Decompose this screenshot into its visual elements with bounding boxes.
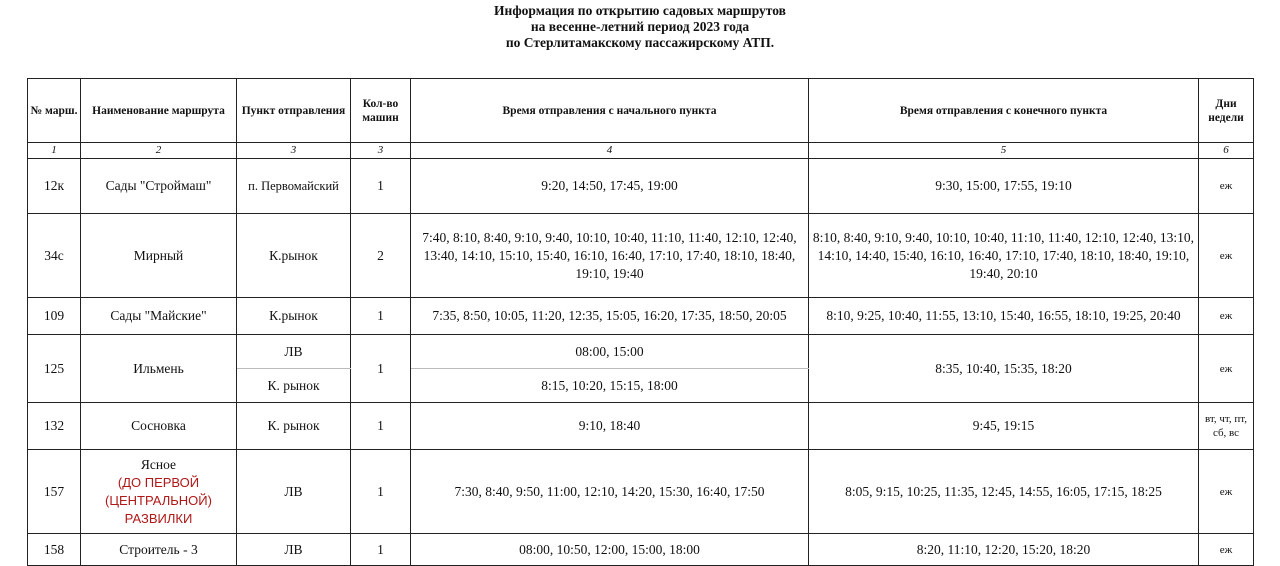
start-times: 8:15, 10:20, 15:15, 18:00: [411, 369, 809, 403]
table-row: [28, 335, 1254, 369]
route-number: 132: [28, 403, 81, 450]
table-row: [28, 159, 1254, 214]
vehicle-count: 2: [351, 214, 411, 298]
vehicle-count: 1: [351, 534, 411, 566]
vehicle-count: 1: [351, 335, 411, 403]
end-times: 9:30, 15:00, 17:55, 19:10: [809, 159, 1199, 214]
header-days: Дни недели: [1199, 79, 1254, 143]
end-times: 8:10, 8:40, 9:10, 9:40, 10:10, 10:40, 11:10, 11:40, 12:10, 12:40, 13:10, 14:10, 14:40, 15:40, 16:10, 16:40, 17:10, 17:40, 18:10, 18:40, 19:10, 19:40, 20:10: [809, 214, 1199, 298]
weekdays: еж: [1199, 298, 1254, 335]
table-row: [28, 534, 1254, 566]
departure-point: К. рынок: [237, 403, 351, 450]
weekdays: еж: [1199, 159, 1254, 214]
route-name-note: (ДО ПЕРВОЙ (ЦЕНТРАЛЬНОЙ) РАЗВИЛКИ: [105, 474, 212, 526]
table-row: [28, 403, 1254, 450]
vehicle-count: 1: [351, 450, 411, 534]
start-times: 08:00, 15:00: [411, 335, 809, 369]
start-times: 9:20, 14:50, 17:45, 19:00: [411, 159, 809, 214]
route-name: Сосновка: [81, 403, 237, 450]
document-title: [340, 3, 940, 51]
title-line-3: по Стерлитамакскому пассажирскому АТП.: [505, 35, 775, 50]
route-name: Строитель - 3: [81, 534, 237, 566]
route-name: Ясное: [140, 456, 177, 472]
start-times: 7:40, 8:10, 8:40, 9:10, 9:40, 10:10, 10:40, 11:10, 11:40, 12:10, 12:40, 13:40, 14:10, 15:10, 15:40, 16:10, 16:40, 17:10, 17:40, 18:10, 18:40, 19:10, 19:40: [411, 214, 809, 298]
header-name: Наименование маршрута: [81, 79, 237, 143]
header-from-start: Время отправления с начального пункта: [411, 79, 809, 143]
route-name: Сады "Строймаш": [81, 159, 237, 214]
vehicle-count: 1: [351, 403, 411, 450]
column-number: 3: [351, 143, 411, 159]
header-count: Кол-во машин: [351, 79, 411, 143]
header-from-end: Время отправления с конечного пункта: [809, 79, 1199, 143]
vehicle-count: 1: [351, 159, 411, 214]
weekdays: вт, чт, пт, сб, вс: [1199, 403, 1254, 450]
column-number: 5: [809, 143, 1199, 159]
route-name: Мирный: [81, 214, 237, 298]
column-number-row: [28, 143, 1254, 159]
route-number: 109: [28, 298, 81, 335]
column-number: 4: [411, 143, 809, 159]
route-number: 34с: [28, 214, 81, 298]
header-num: № марш.: [28, 79, 81, 143]
departure-point: ЛВ: [237, 450, 351, 534]
column-number: 3: [237, 143, 351, 159]
table-row: [28, 450, 1254, 534]
departure-point: п. Первомайский: [237, 159, 351, 214]
weekdays: еж: [1199, 450, 1254, 534]
end-times: 8:35, 10:40, 15:35, 18:20: [809, 335, 1199, 403]
column-number: 6: [1199, 143, 1254, 159]
end-times: 8:05, 9:15, 10:25, 11:35, 12:45, 14:55, 16:05, 17:15, 18:25: [809, 450, 1199, 534]
weekdays: еж: [1199, 534, 1254, 566]
start-times: 9:10, 18:40: [411, 403, 809, 450]
table-row: [28, 298, 1254, 335]
departure-point: К. рынок: [237, 369, 351, 403]
route-number: 157: [28, 450, 81, 534]
weekdays: еж: [1199, 335, 1254, 403]
title-line-1: Информация по открытию садовых маршрутов: [494, 3, 786, 18]
start-times: 08:00, 10:50, 12:00, 15:00, 18:00: [411, 534, 809, 566]
end-times: 9:45, 19:15: [809, 403, 1199, 450]
title-line-2: на весенне-летний период 2023 года: [530, 19, 750, 34]
route-number: 125: [28, 335, 81, 403]
departure-point: ЛВ: [237, 534, 351, 566]
route-number: 158: [28, 534, 81, 566]
start-times: 7:30, 8:40, 9:50, 11:00, 12:10, 14:20, 15:30, 16:40, 17:50: [411, 450, 809, 534]
route-number: 12к: [28, 159, 81, 214]
vehicle-count: 1: [351, 298, 411, 335]
start-times: 7:35, 8:50, 10:05, 11:20, 12:35, 15:05, 16:20, 17:35, 18:50, 20:05: [411, 298, 809, 335]
end-times: 8:10, 9:25, 10:40, 11:55, 13:10, 15:40, 16:55, 18:10, 19:25, 20:40: [809, 298, 1199, 335]
column-number: 2: [81, 143, 237, 159]
departure-point: К.рынок: [237, 298, 351, 335]
weekdays: еж: [1199, 214, 1254, 298]
departure-point: ЛВ: [237, 335, 351, 369]
routes-table: [27, 78, 1254, 566]
route-name-cell: [81, 450, 237, 534]
end-times: 8:20, 11:10, 12:20, 15:20, 18:20: [809, 534, 1199, 566]
departure-point: К.рынок: [237, 214, 351, 298]
route-name: Сады "Майские": [81, 298, 237, 335]
column-number: 1: [28, 143, 81, 159]
header-row: [28, 79, 1254, 143]
route-name: Ильмень: [81, 335, 237, 403]
table-row: [28, 214, 1254, 298]
header-point: Пункт отправления: [237, 79, 351, 143]
